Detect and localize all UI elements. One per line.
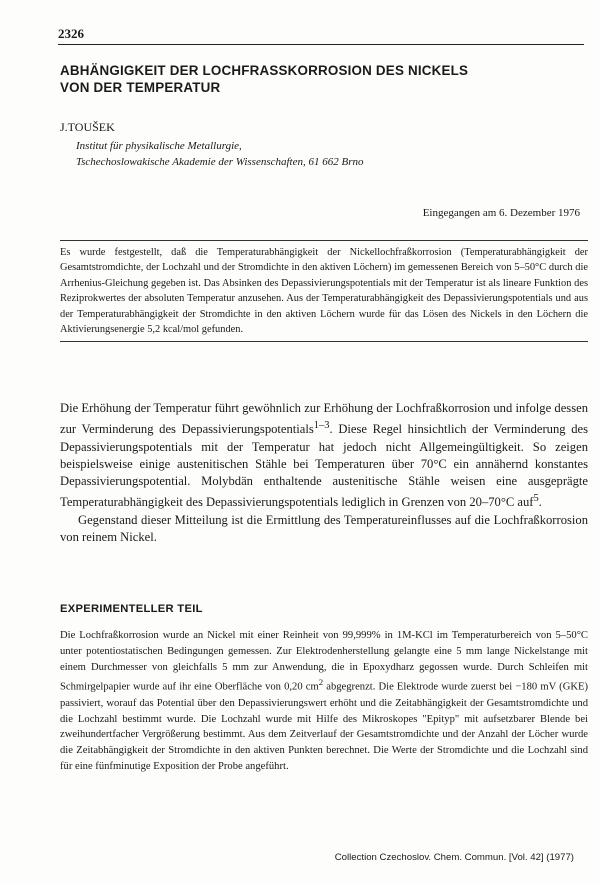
experimental-paragraph — [60, 628, 588, 775]
intro-text: Die Erhöhung der Temperatur führt gewöhnlich zur Erhöhung der Lochfraßkorrosion und infolge dessen zur Verminderung des Depassivierungspotentials — [60, 401, 588, 437]
page-number: 2326 — [58, 26, 84, 41]
header-rule — [58, 44, 584, 45]
intro-text: . — [538, 495, 542, 510]
body-text: abgegrenzt. Die Elektrode wurde zuerst bei −180 mV (GKE) passiviert, worauf das Potential über den Depassivierungswert erhöht und die Zeitabhängigkeit der Gesamtstromdichte und die Lochzahl bestimmt wurde. Die Lochzahl wurde mit Hilfe des Mikroskopes "Epityp" mit aufsetzbarer Blende bei zweihundertfacher Vergrößerung bestimmt. Aus dem Zeitverlauf der Gesamtstromdichte und der Anzahl der Löcher wurde die Zeitabhängigkeit der Stromdichte in den aktiven Punkten berechnet. Die Werte der Stromdichte und die Lochzahl sind für eine fünfminutige Exposition der Probe angeführt. — [60, 681, 588, 772]
abstract: Es wurde festgestellt, daß die Temperaturabhängigkeit der Nickellochfraßkorrosion (Temperaturabhängigkeit der Gesamtstromdichte, der Lochzahl und der Stromdichte in den aktiven Löchern) im gemessenen Bereich von 5–50°C durch die Arrhenius-Gleichung gegeben ist. Das Absinken des Depassivierungspotentials mit der Temperatur ist als lineare Funktion des Reziprokwertes der absoluten Temperatur anzusehen. Aus der Temperaturabhängigkeit des Depassivierungspotentials und aus der Temperaturabhängigkeit der Stromdichte in den aktiven Löchern wurde für das Lösen des Nickels in den Löchern die Aktivierungsenergie 5,2 kcal/mol gefunden. — [60, 240, 588, 342]
body-text: Die Lochfraßkorrosion wurde an Nickel mit einer Reinheit von 99,999% in 1M-KCl im Temperaturbereich von 5–50°C unter potentiostatischen Bedingungen gemessen. Zur Elektrodenherstellung gelangte eine 5 mm lange Nickelstange mit einem Durchmesser von gleichfalls 5 mm zur Anwendung, die in Epoxydharz gegossen wurde. Durch Schleifen mit Schmirgelpapier wurde auf ihr eine Oberfläche von 0,20 cm — [60, 630, 588, 693]
affiliation-line: Institut für physikalische Metallurgie, — [76, 140, 242, 152]
affiliation — [76, 138, 364, 170]
citation-superscript: 1–3 — [313, 420, 330, 432]
unit-superscript: 2 — [318, 677, 324, 688]
received-date: Eingegangen am 6. Dezember 1976 — [422, 207, 580, 219]
title-line: VON DER TEMPERATUR — [60, 80, 221, 95]
introduction — [60, 400, 588, 546]
journal-footer: Collection Czechoslov. Chem. Commun. [Vol. 42] (1977) — [334, 852, 574, 863]
author: J.TOUŠEK — [60, 120, 115, 134]
intro-paragraph: Gegenstand dieser Mitteilung ist die Ermittlung des Temperatureinflusses auf die Lochfraßkorrosion von reinem Nickel. — [60, 512, 588, 544]
title-line: ABHÄNGIGKEIT DER LOCHFRASSKORROSION DES NICKELS — [60, 63, 469, 78]
citation-superscript: 5 — [533, 493, 539, 505]
intro-text: . Diese Regel hinsichtlich der Verminderung des Depassivierungspotentials mit der Temperatur hat jedoch nicht Allgemeingültigkeit. So zeigen beispielsweise einige austenitischen Stähle bei Temperaturen über 70°C ein annähernd konstantes Depassivierungspotential. Molybdän enthaltende austenitische Stähle weisen eine ausgeprägte Temperaturabhängigkeit des Depassivierungspotentials lediglich in Grenzen von 20–70°C auf — [60, 422, 588, 510]
section-heading: EXPERIMENTELLER TEIL — [60, 603, 203, 615]
intro-paragraph — [60, 400, 588, 512]
affiliation-line: Tschechoslowakische Akademie der Wissenschaften, 61 662 Brno — [76, 156, 364, 168]
article-title — [60, 62, 560, 96]
